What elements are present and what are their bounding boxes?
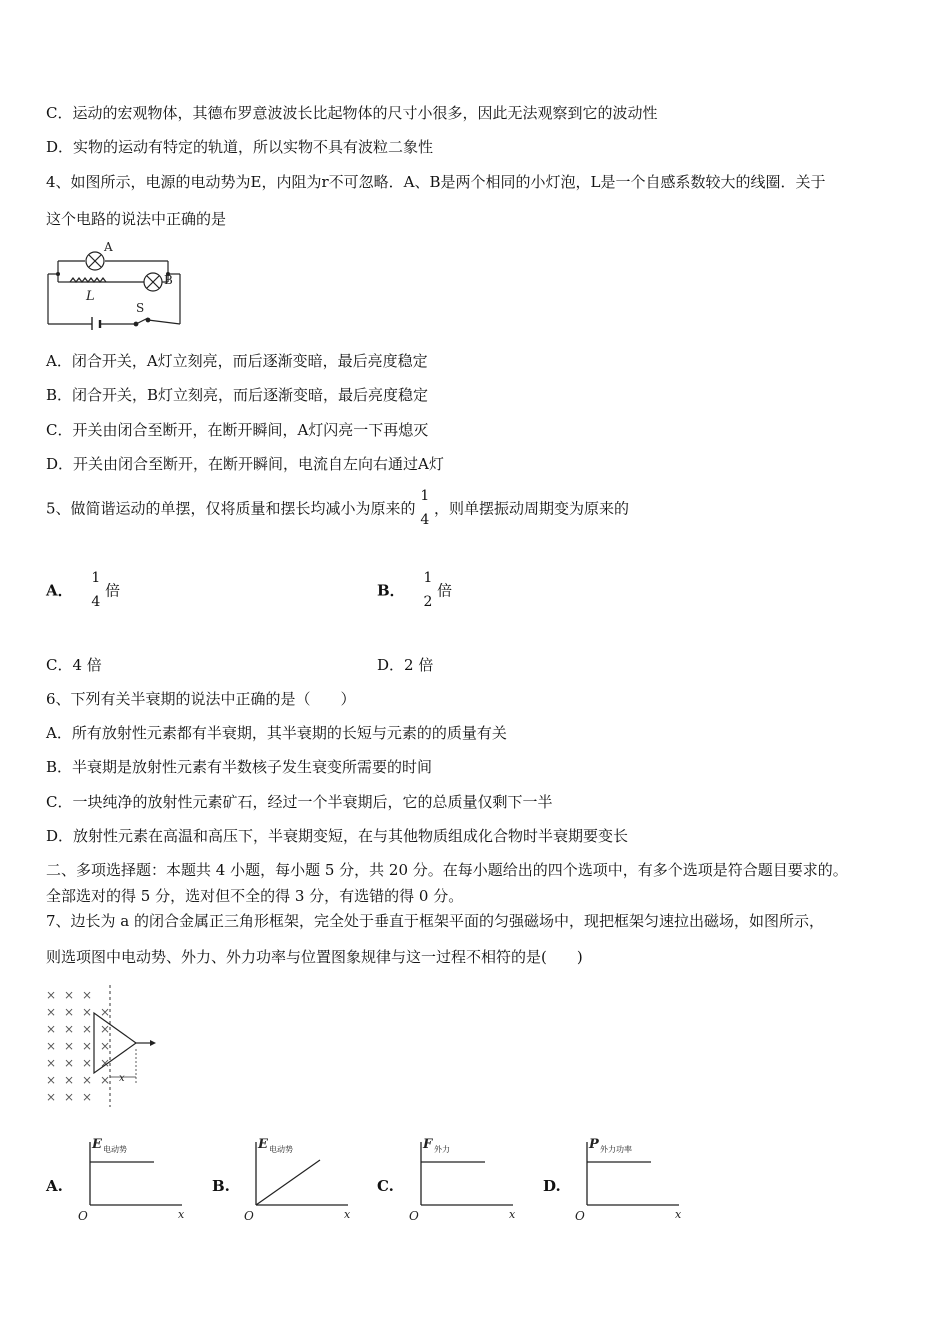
graph-origin-label: O	[409, 1209, 419, 1223]
field-cross-mark: ×	[64, 1022, 75, 1036]
field-cross-mark: ×	[46, 1022, 57, 1036]
q5-option-d: D．2 倍	[377, 656, 434, 674]
section2-line1: 二、多项选择题：本题共 4 小题，每小题 5 分，共 20 分。在每小题给出的四个选项中，有多个选项是符合题目要求的。	[46, 861, 848, 879]
q5-stem-fraction-den: 4	[420, 512, 430, 528]
q5-option-b-num: 1	[423, 570, 433, 586]
field-cross-mark: ×	[82, 1039, 93, 1053]
q4-circuit-diagram	[40, 238, 190, 330]
q7-option-graph	[46, 1130, 196, 1225]
field-cross-mark: ×	[82, 1056, 93, 1070]
q5-option-b	[377, 570, 452, 610]
q5-stem-text-b: ，则单摆振动周期变为原来的	[434, 499, 630, 518]
field-cross-mark: ×	[82, 1005, 93, 1019]
field-cross-mark: ×	[64, 1090, 75, 1104]
circuit-label-a: A	[104, 240, 113, 254]
field-cross-mark: ×	[46, 1056, 57, 1070]
q5-stem-text-a: 5、做简谐运动的单摆，仅将质量和摆长均减小为原来的	[46, 499, 416, 518]
q5-option-b-label: B．	[377, 581, 405, 600]
field-cross-mark: ×	[46, 1005, 57, 1019]
field-cross-mark: ×	[100, 1073, 111, 1087]
q6-option-a: A．所有放射性元素都有半衰期，其半衰期的长短与元素的的质量有关	[46, 724, 507, 742]
q5-stem-fraction-num: 1	[420, 488, 430, 504]
q7-graph-axes	[571, 1130, 701, 1225]
q5-option-a	[46, 570, 120, 610]
graph-x-label: x	[344, 1208, 351, 1221]
q5-option-a-fraction	[91, 570, 100, 610]
field-cross-mark: ×	[100, 1005, 111, 1019]
q5-option-a-den: 4	[91, 594, 101, 610]
graph-y-sub-label: 电动势	[103, 1145, 127, 1154]
graph-x-label: x	[509, 1208, 516, 1221]
q6-option-d: D．放射性元素在高温和高压下，半衰期变短，在与其他物质组成化合物时半衰期要变长	[46, 827, 629, 845]
q4-option-d: D．开关由闭合至断开，在断开瞬间，电流自左向右通过A灯	[46, 455, 444, 473]
q6-option-b: B．半衰期是放射性元素有半数核子发生衰变所需要的时间	[46, 758, 433, 776]
q3-option-c: C．运动的宏观物体，其德布罗意波波长比起物体的尺寸小很多，因此无法观察到它的波动性	[46, 104, 658, 122]
q3-option-d: D．实物的运动有特定的轨道，所以实物不具有波粒二象性	[46, 138, 434, 156]
graph-origin-label: O	[78, 1209, 88, 1223]
graph-line	[256, 1160, 320, 1205]
q7-option-graph	[212, 1130, 362, 1225]
graph-x-label: x	[178, 1208, 185, 1221]
q5-option-a-label: A．	[46, 581, 73, 600]
circuit-label-s: S	[136, 301, 145, 315]
q4-stem-line1: 4、如图所示，电源的电动势为E，内阻为r不可忽略．A、B是两个相同的小灯泡，L是一个自感系数较大的线圈．关于	[46, 173, 826, 191]
q5-option-b-fraction	[423, 570, 432, 610]
q7-stem-line2: 则选项图中电动势、外力、外力功率与位置图象规律与这一过程不相符的是( )	[46, 948, 583, 966]
q5-option-a-num: 1	[91, 570, 101, 586]
field-cross-mark: ×	[46, 1090, 57, 1104]
q5-stem	[46, 488, 629, 528]
q6-option-c: C．一块纯净的放射性元素矿石，经过一个半衰期后，它的总质量仅剩下一半	[46, 793, 553, 811]
graph-y-sub-label: 外力功率	[600, 1145, 632, 1154]
q7-magnetic-field-figure	[42, 985, 162, 1110]
field-cross-mark: ×	[82, 1073, 93, 1087]
q5-stem-fraction	[420, 488, 429, 528]
field-cross-mark: ×	[82, 1090, 93, 1104]
q7-graph-axes	[74, 1130, 204, 1225]
graph-y-label: E	[258, 1137, 268, 1152]
graph-y-label: E	[92, 1137, 102, 1152]
graph-origin-label: O	[575, 1209, 585, 1223]
graph-y-sub-label: 电动势	[269, 1145, 293, 1154]
field-cross-mark: ×	[64, 988, 75, 1002]
q5-option-b-unit: 倍	[437, 581, 453, 600]
q7-option-label: B.	[212, 1177, 230, 1195]
q5-option-c: C．4 倍	[46, 656, 102, 674]
q4-stem-line2: 这个电路的说法中正确的是	[46, 210, 227, 228]
field-cross-mark: ×	[82, 988, 93, 1002]
q4-option-a: A．闭合开关，A灯立刻亮，而后逐渐变暗，最后亮度稳定	[46, 352, 428, 370]
q7-stem-line1: 7、边长为 a 的闭合金属正三角形框架，完全处于垂直于框架平面的匀强磁场中，现把框架匀速拉出磁场，如图所示，	[46, 912, 825, 930]
field-cross-mark: ×	[100, 1056, 111, 1070]
q5-option-a-unit: 倍	[105, 581, 121, 600]
q5-option-b-den: 2	[423, 594, 433, 610]
field-cross-mark: ×	[64, 1039, 75, 1053]
q7-option-label: C.	[377, 1177, 394, 1195]
field-cross-mark: ×	[100, 1022, 111, 1036]
field-cross-mark: ×	[46, 988, 57, 1002]
field-cross-mark: ×	[64, 1005, 75, 1019]
circuit-label-l: L	[86, 289, 95, 304]
section2-line2: 全部选对的得 5 分，选对但不全的得 3 分，有选错的得 0 分。	[46, 887, 464, 905]
graph-origin-label: O	[244, 1209, 254, 1223]
circuit-label-b: B	[164, 273, 173, 287]
q7-graph-axes	[405, 1130, 535, 1225]
graph-y-label: P	[589, 1137, 599, 1152]
graph-y-sub-label: 外力	[434, 1145, 450, 1154]
q7-option-graph	[543, 1130, 693, 1225]
q4-option-b: B．闭合开关，B灯立刻亮，而后逐渐变暗，最后亮度稳定	[46, 386, 429, 404]
field-cross-mark: ×	[82, 1022, 93, 1036]
q6-stem: 6、下列有关半衰期的说法中正确的是（ ）	[46, 690, 356, 708]
q7-option-graph	[377, 1130, 527, 1225]
graph-x-label: x	[675, 1208, 682, 1221]
q7-graph-axes	[240, 1130, 370, 1225]
field-cross-mark: ×	[46, 1039, 57, 1053]
field-cross-mark: ×	[64, 1073, 75, 1087]
field-cross-mark: ×	[46, 1073, 57, 1087]
field-cross-mark: ×	[100, 1039, 111, 1053]
q4-option-c: C．开关由闭合至断开，在断开瞬间，A灯闪亮一下再熄灭	[46, 421, 429, 439]
graph-y-label: F	[423, 1137, 433, 1152]
q7-option-label: D.	[543, 1177, 561, 1195]
field-cross-mark: ×	[64, 1056, 75, 1070]
q7-option-label: A.	[46, 1177, 63, 1195]
q7-figure-x-label: x	[119, 1073, 125, 1084]
